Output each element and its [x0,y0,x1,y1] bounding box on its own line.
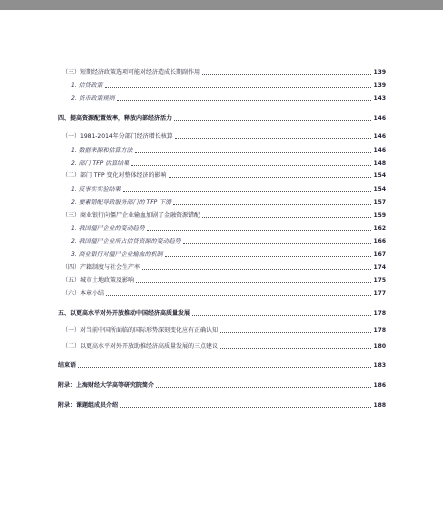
toc-entry-title: （二）以更高水平对外开放助推经济高质量发展的三点建议 [62,343,219,350]
toc-leader [202,74,371,75]
toc-page-number: 166 [373,238,386,245]
toc-page-number: 174 [373,264,386,271]
toc-page-number: 180 [373,343,386,350]
toc-entry-title: 五、以更高水平对外开放推动中国经济高质量发展 [58,310,191,317]
toc-page-number: 146 [373,115,386,122]
toc-page-number: 154 [373,186,386,193]
toc-entry-title: 3. 商业银行对僵尸企业输血的机制 [71,251,163,258]
toc-leader [142,269,371,270]
toc-entry[interactable] [58,235,386,246]
toc-entry-title: （三）商业银行向僵尸企业输血加剧了金融资源错配 [62,212,201,219]
toc-page-number: 154 [373,172,386,179]
toc-entry-title: 1. 信贷政策 [71,82,103,89]
toc-entry[interactable] [58,222,386,233]
toc-entry-title: （五）城市土地政策及影响 [62,277,135,284]
toc-entry[interactable] [58,112,386,123]
toc-leader [175,138,371,139]
toc-entry-title: 2. 部门 TFP 估算结果 [71,160,130,167]
toc-entry-title: 1. 数据来源和估算方法 [71,147,133,154]
toc-page-number: 159 [373,212,386,219]
toc-leader [135,152,371,153]
toc-entry[interactable] [58,157,386,168]
toc-entry[interactable] [58,248,386,259]
toc-leader [173,204,371,205]
toc-page-number: 148 [373,160,386,167]
toc-leader [117,100,371,101]
toc-leader [183,243,371,244]
toc-leader [136,282,371,283]
toc-entry-title: （六）本章小结 [62,290,105,297]
toc-entry[interactable] [58,92,386,103]
toc-entry-title: 2. 货币政策规则 [71,95,115,102]
toc-entry[interactable] [58,66,386,77]
toc-entry[interactable] [58,379,386,390]
toc-entry[interactable] [58,144,386,155]
toc-entry[interactable] [58,79,386,90]
toc-page-number: 188 [373,402,386,409]
toc-leader [123,191,371,192]
toc-entry-title: （一）1981-2014年分部门经济增长核算 [62,133,173,140]
toc-leader [165,256,371,257]
toc-entry[interactable] [58,209,386,220]
toc-page-number: 139 [373,82,386,89]
toc-entry-title: 四、提高资源配置效率，释放内部经济活力 [58,115,173,122]
toc-entry[interactable] [58,183,386,194]
toc-entry[interactable] [58,307,386,318]
toc-leader [220,348,371,349]
toc-page-number: 167 [373,251,386,258]
toc-page-number: 183 [373,362,386,369]
toc-entry-title: 2. 要素错配导致服务部门的 TFP 下滑 [71,199,172,206]
toc-page-number: 162 [373,225,386,232]
toc-leader [169,177,371,178]
toc-leader [192,315,371,316]
toc-leader [105,87,371,88]
toc-leader [202,217,371,218]
toc-entry[interactable] [58,274,386,285]
toc-page-number: 175 [373,277,386,284]
toc-entry[interactable] [58,169,386,180]
toc-leader [220,332,371,333]
toc-page-number: 178 [373,327,386,334]
toc-leader [174,120,371,121]
toc-entry-title: 结束语 [58,362,77,369]
top-gray-bar [0,0,443,10]
toc-page-number: 146 [373,147,386,154]
toc-page-number: 178 [373,310,386,317]
toc-leader [131,165,371,166]
toc-page-number: 146 [373,133,386,140]
toc-entry-title: 1. 我国僵尸企业的变动趋势 [71,225,145,232]
toc-leader [120,407,371,408]
toc-page-number: 157 [373,199,386,206]
toc-entry-title: （三）短期经济政策选项可能对经济造成长期副作用 [62,69,201,76]
toc-entry[interactable] [58,196,386,207]
toc-leader [147,230,371,231]
toc-entry[interactable] [58,130,386,141]
toc-entry[interactable] [58,359,386,370]
toc-entry-title: （四）产籍制度与社会生产率 [62,264,141,271]
toc-entry-title: （二）部门 TFP 变化对整体经济的影响 [62,172,167,179]
toc-entry-title: 1. 反事实实验结果 [71,186,121,193]
toc-page-number: 186 [373,382,386,389]
toc-page-number: 177 [373,290,386,297]
toc-entry[interactable] [58,340,386,351]
toc-entry[interactable] [58,399,386,410]
toc-entry[interactable] [58,287,386,298]
toc-entry-title: 2. 我国僵尸企业所占信贷资源的变动趋势 [71,238,181,245]
toc-leader [78,367,371,368]
toc-page-number: 143 [373,95,386,102]
toc-leader [156,387,371,388]
toc-leader [106,295,371,296]
toc-entry-title: 附录：上海财经大学高等研究院简介 [58,382,155,389]
toc-page-number: 139 [373,69,386,76]
toc-entry[interactable] [58,324,386,335]
toc-entry-title: 附录：课题组成员介绍 [58,402,119,409]
toc-entry[interactable] [58,261,386,272]
toc-entry-title: （一）对当前中国所面临的国际形势深刻变化应有正确认知 [62,327,219,334]
